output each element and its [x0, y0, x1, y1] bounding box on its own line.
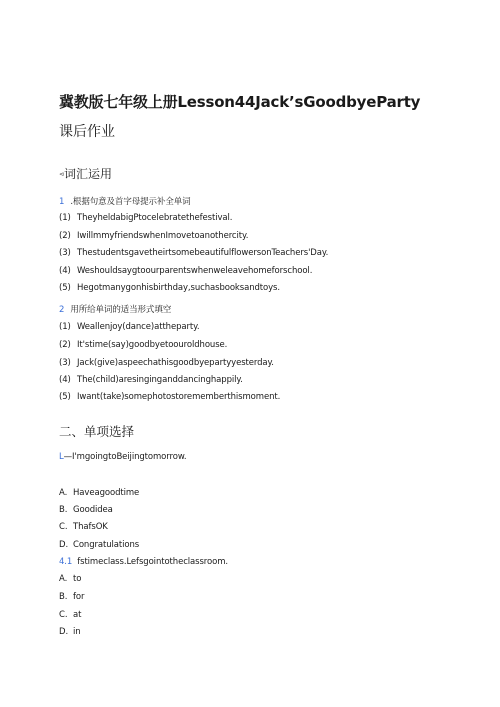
- part-1-instruction-text: .根据句意及首字母提示补全单词: [70, 197, 191, 207]
- question-1-number: L: [59, 452, 64, 462]
- option-d: D. in: [59, 627, 81, 637]
- part-1-number: 1: [59, 197, 65, 207]
- list-item: (4) The(child)aresinginganddancinghappily.: [59, 375, 243, 385]
- section-1-heading: [59, 165, 112, 182]
- list-item: (1) Weallenjoy(dance)attheparty.: [59, 322, 200, 332]
- list-item: (5) Hegotmanygonhisbirthday,suchasbooksandtoys.: [59, 283, 280, 293]
- option-a: A. Haveagoodtime: [59, 488, 140, 498]
- section-marker-icon: ⊲: [59, 171, 65, 178]
- option-d: D. Congratulations: [59, 540, 140, 550]
- list-item: (3) ThestudentsgavetheirtsomebeautifulflowersonTeachers'Day.: [59, 248, 329, 258]
- question-1-text: —I'mgoingtoBeijingtomorrow.: [63, 452, 187, 462]
- part-2-instruction: [59, 303, 171, 315]
- section-1-title: 词汇运用: [64, 167, 113, 181]
- list-item: (5) Iwant(take)somephotostorememberthismoment.: [59, 392, 281, 402]
- option-b: B. for: [59, 592, 85, 602]
- part-2-instruction-text: 用所给单词的适当形式填空: [70, 305, 172, 315]
- option-c: C. at: [59, 610, 82, 620]
- option-c: C. ThafsOK: [59, 522, 108, 532]
- question-2-text: fstimeclass.Lefsgointotheclassroom.: [77, 557, 229, 567]
- list-item: (1) TheyheldabigPtocelebratethefestival.: [59, 213, 233, 223]
- option-a: A. to: [59, 574, 82, 584]
- document-subtitle: 课后作业: [59, 124, 115, 140]
- question-1: [59, 452, 187, 462]
- part-1-instruction: [59, 195, 191, 207]
- part-2-number: 2: [59, 305, 65, 315]
- list-item: (2) It'stime(say)goodbyetoouroldhouse.: [59, 340, 228, 350]
- question-2-number: 4.1: [59, 557, 73, 567]
- section-2-heading: 二、单项选择: [59, 424, 135, 439]
- document-title: 冀教版七年级上册Lesson44Jack’sGoodbyeParty: [59, 93, 421, 111]
- list-item: (2) IwillmmyfriendswhenImovetoanothercity.: [59, 231, 249, 241]
- list-item: (4) Weshouldsaygtoourparentswhenweleavehomeforschool.: [59, 266, 313, 276]
- question-2: [59, 557, 228, 567]
- list-item: (3) Jack(give)aspeechathisgoodbyepartyyesterday.: [59, 358, 274, 368]
- option-b: B. Goodidea: [59, 505, 113, 515]
